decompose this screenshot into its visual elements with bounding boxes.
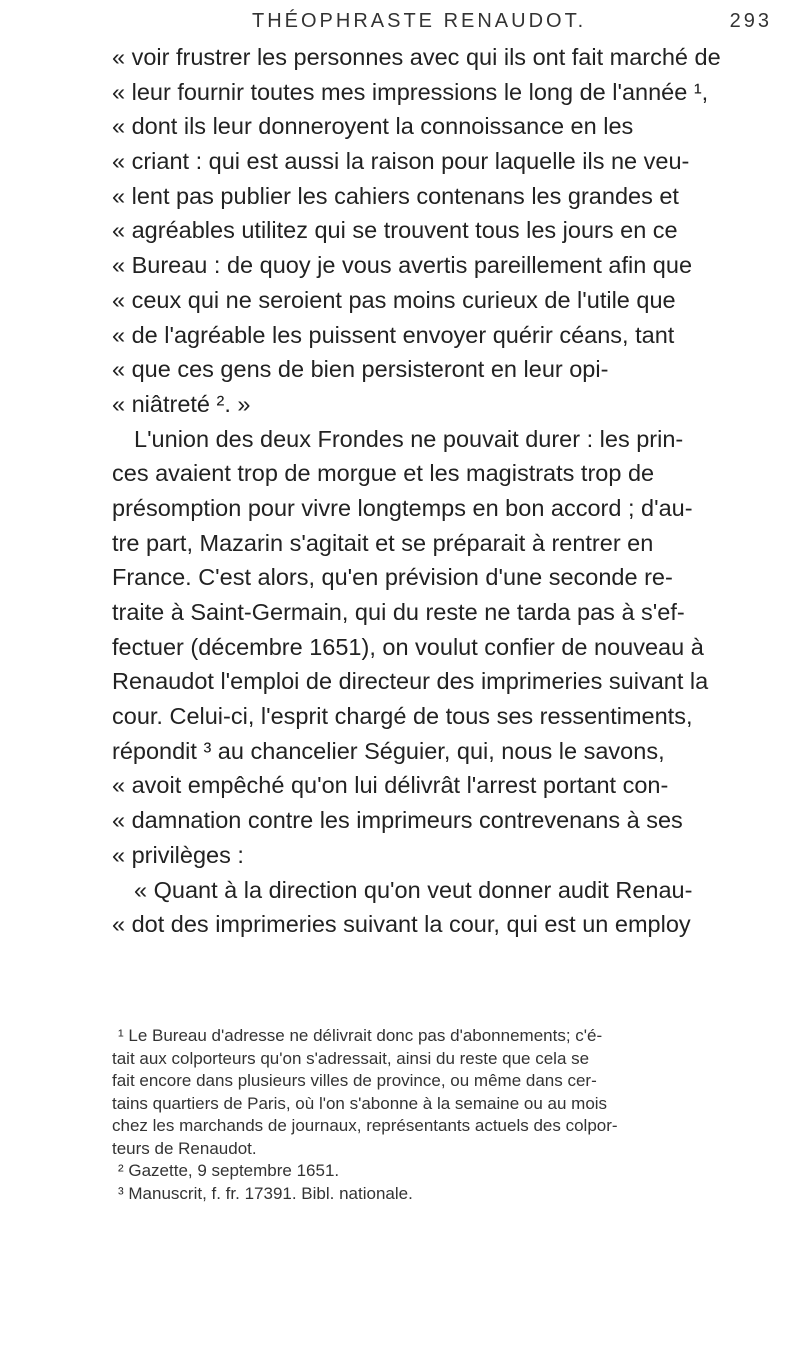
footnote-line: tait aux colporteurs qu'on s'adressait, ainsi du reste que cela se [112,1048,590,1068]
text-line: « agréables utilitez qui se trouvent tous les jours en ce [112,217,678,244]
text-line: France. C'est alors, qu'en prévision d'une seconde re- [112,564,673,591]
text-line: « lent pas publier les cahiers contenans les grandes et [112,182,679,209]
text-line: « Bureau : de quoy je vous avertis pareillement afin que [112,252,693,279]
text-line: « de l'agréable les puissent envoyer quérir céans, tant [112,321,675,348]
text-line: « privilèges : [112,841,244,868]
text-line: « damnation contre les imprimeurs contrevenans à ses [112,807,683,834]
paragraph-start: L'union des deux Frondes ne pouvait durer : les prin- [134,425,684,452]
running-title: THÉOPHRASTE RENAUDOT. [252,10,587,32]
footnote-line: ³ Manuscrit, f. fr. 17391. Bibl. nationale. [118,1183,413,1203]
text-line: Renaudot l'emploi de directeur des imprimeries suivant la [112,668,709,695]
footnote-line: ¹ Le Bureau d'adresse ne délivrait donc pas d'abonnements; c'é- [118,1026,603,1045]
text-line: tre part, Mazarin s'agitait et se préparait à rentrer en [112,529,654,556]
footnote-line: ² Gazette, 9 septembre 1651. [118,1161,340,1180]
text-line: « dot des imprimeries suivant la cour, qui est un employ [112,911,691,938]
text-line: « voir frustrer les personnes avec qui ils ont fait marché de [112,44,721,70]
text-line: « que ces gens de bien persisteront en leur opi- [112,356,609,383]
footnote-line: tains quartiers de Paris, où l'on s'abonne à la semaine ou au mois [112,1093,608,1113]
footnotes [112,1025,782,1205]
text-line: fectuer (décembre 1651), on voulut confier de nouveau à [112,633,704,660]
text-line: « niâtreté ². » [112,390,251,417]
text-line: présomption pour vivre longtemps en bon accord ; d'au- [112,494,693,521]
text-line: « leur fournir toutes mes impressions le long de l'année ¹, [112,78,709,105]
footnote-line: chez les marchands de journaux, représentants actuels des colpor- [112,1116,618,1135]
text-line: « avoit empêché qu'on lui délivrât l'arrest portant con- [112,772,669,799]
footnote-line: fait encore dans plusieurs villes de province, ou même dans cer- [112,1071,597,1090]
main-text [112,40,782,942]
quote-start: « Quant à la direction qu'on veut donner audit Renau- [134,876,693,903]
text-line: ces avaient trop de morgue et les magistrats trop de [112,460,655,487]
text-line: « criant : qui est aussi la raison pour laquelle ils ne veu- [112,148,690,175]
page-number: 293 [729,10,772,32]
text-line: traite à Saint-Germain, qui du reste ne tarda pas à s'ef- [112,599,685,625]
text-line: « ceux qui ne seroient pas moins curieux de l'utile que [112,286,676,313]
running-header [112,10,772,33]
text-line: cour. Celui-ci, l'esprit chargé de tous ses ressentiments, [112,703,693,730]
text-line: répondit ³ au chancelier Séguier, qui, nous le savons, [112,737,665,764]
footnote-line: teurs de Renaudot. [112,1138,257,1158]
text-line: « dont ils leur donneroyent la connoissance en les [112,113,634,140]
